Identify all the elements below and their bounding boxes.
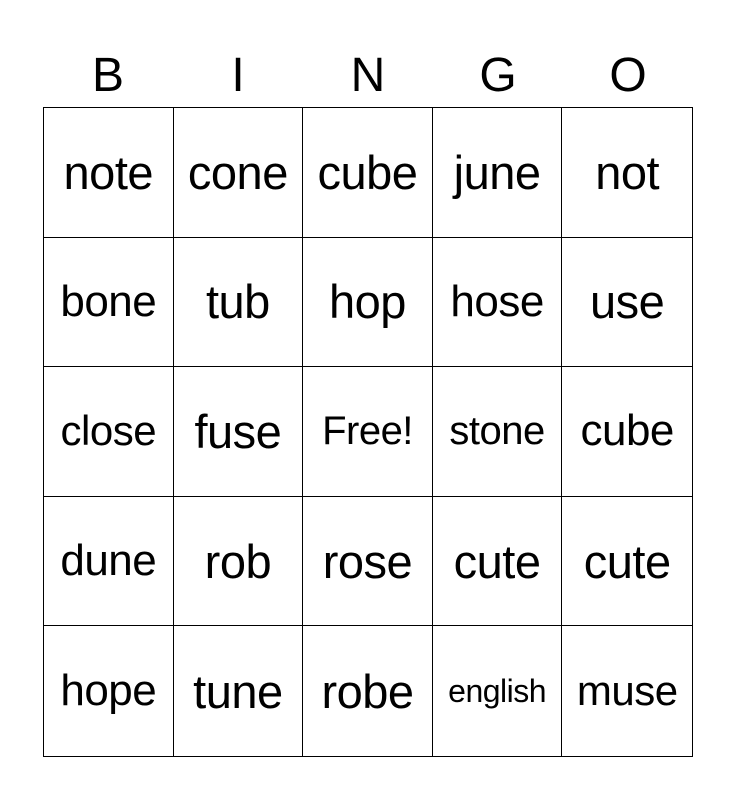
bingo-cell[interactable] [174,497,304,627]
bingo-cell[interactable] [174,626,304,756]
bingo-cell[interactable] [303,238,433,368]
bingo-cell[interactable] [433,497,563,627]
free-space-label: Free! [322,408,413,453]
cell-word: cube [580,406,674,456]
cell-word: june [453,145,541,199]
header-letter-b: B [91,49,124,102]
bingo-cell[interactable] [174,108,304,238]
cell-word: hop [329,275,406,329]
bingo-cell[interactable] [44,238,174,368]
bingo-board [43,107,693,757]
header-letter-g: G [479,49,517,102]
cell-word: rob [204,534,272,588]
bingo-cell[interactable] [174,367,304,497]
cell-word: use [590,275,665,329]
bingo-cell[interactable] [303,108,433,238]
cell-word: rose [322,534,413,588]
bingo-cell[interactable] [44,367,174,497]
header-letter-n: N [350,49,386,102]
cell-word: tune [193,664,283,718]
bingo-cell[interactable] [44,626,174,756]
cell-word: tub [205,275,270,329]
cell-word: cube [317,145,418,199]
cell-word: close [60,407,157,455]
cell-word: bone [60,276,157,326]
cell-word: cone [187,145,288,199]
cell-word: dune [60,536,157,586]
bingo-cell[interactable] [174,238,304,368]
bingo-header [43,48,693,104]
cell-word: fuse [194,404,282,458]
bingo-cell[interactable] [433,626,563,756]
bingo-cell[interactable] [562,626,692,756]
bingo-cell[interactable] [562,238,692,368]
bingo-cell[interactable] [303,626,433,756]
cell-word: stone [449,408,545,453]
bingo-cell[interactable] [433,367,563,497]
bingo-cell[interactable] [303,497,433,627]
cell-word: cute [453,534,541,588]
cell-word: hope [60,666,157,716]
bingo-cell[interactable] [562,497,692,627]
bingo-cell[interactable] [44,497,174,627]
cell-word: not [595,145,660,199]
bingo-cell[interactable] [433,108,563,238]
bingo-cell[interactable] [562,108,692,238]
free-space-cell[interactable] [303,367,433,497]
cell-word: robe [321,664,414,718]
bingo-cell[interactable] [44,108,174,238]
cell-word: cute [583,534,671,588]
bingo-cell[interactable] [562,367,692,497]
cell-word: note [63,145,154,199]
bingo-cell[interactable] [433,238,563,368]
cell-word: hose [450,276,544,326]
header-letter-o: O [609,49,647,102]
header-letter-i: I [231,49,245,102]
cell-word: english [448,672,547,709]
cell-word: muse [576,667,678,715]
